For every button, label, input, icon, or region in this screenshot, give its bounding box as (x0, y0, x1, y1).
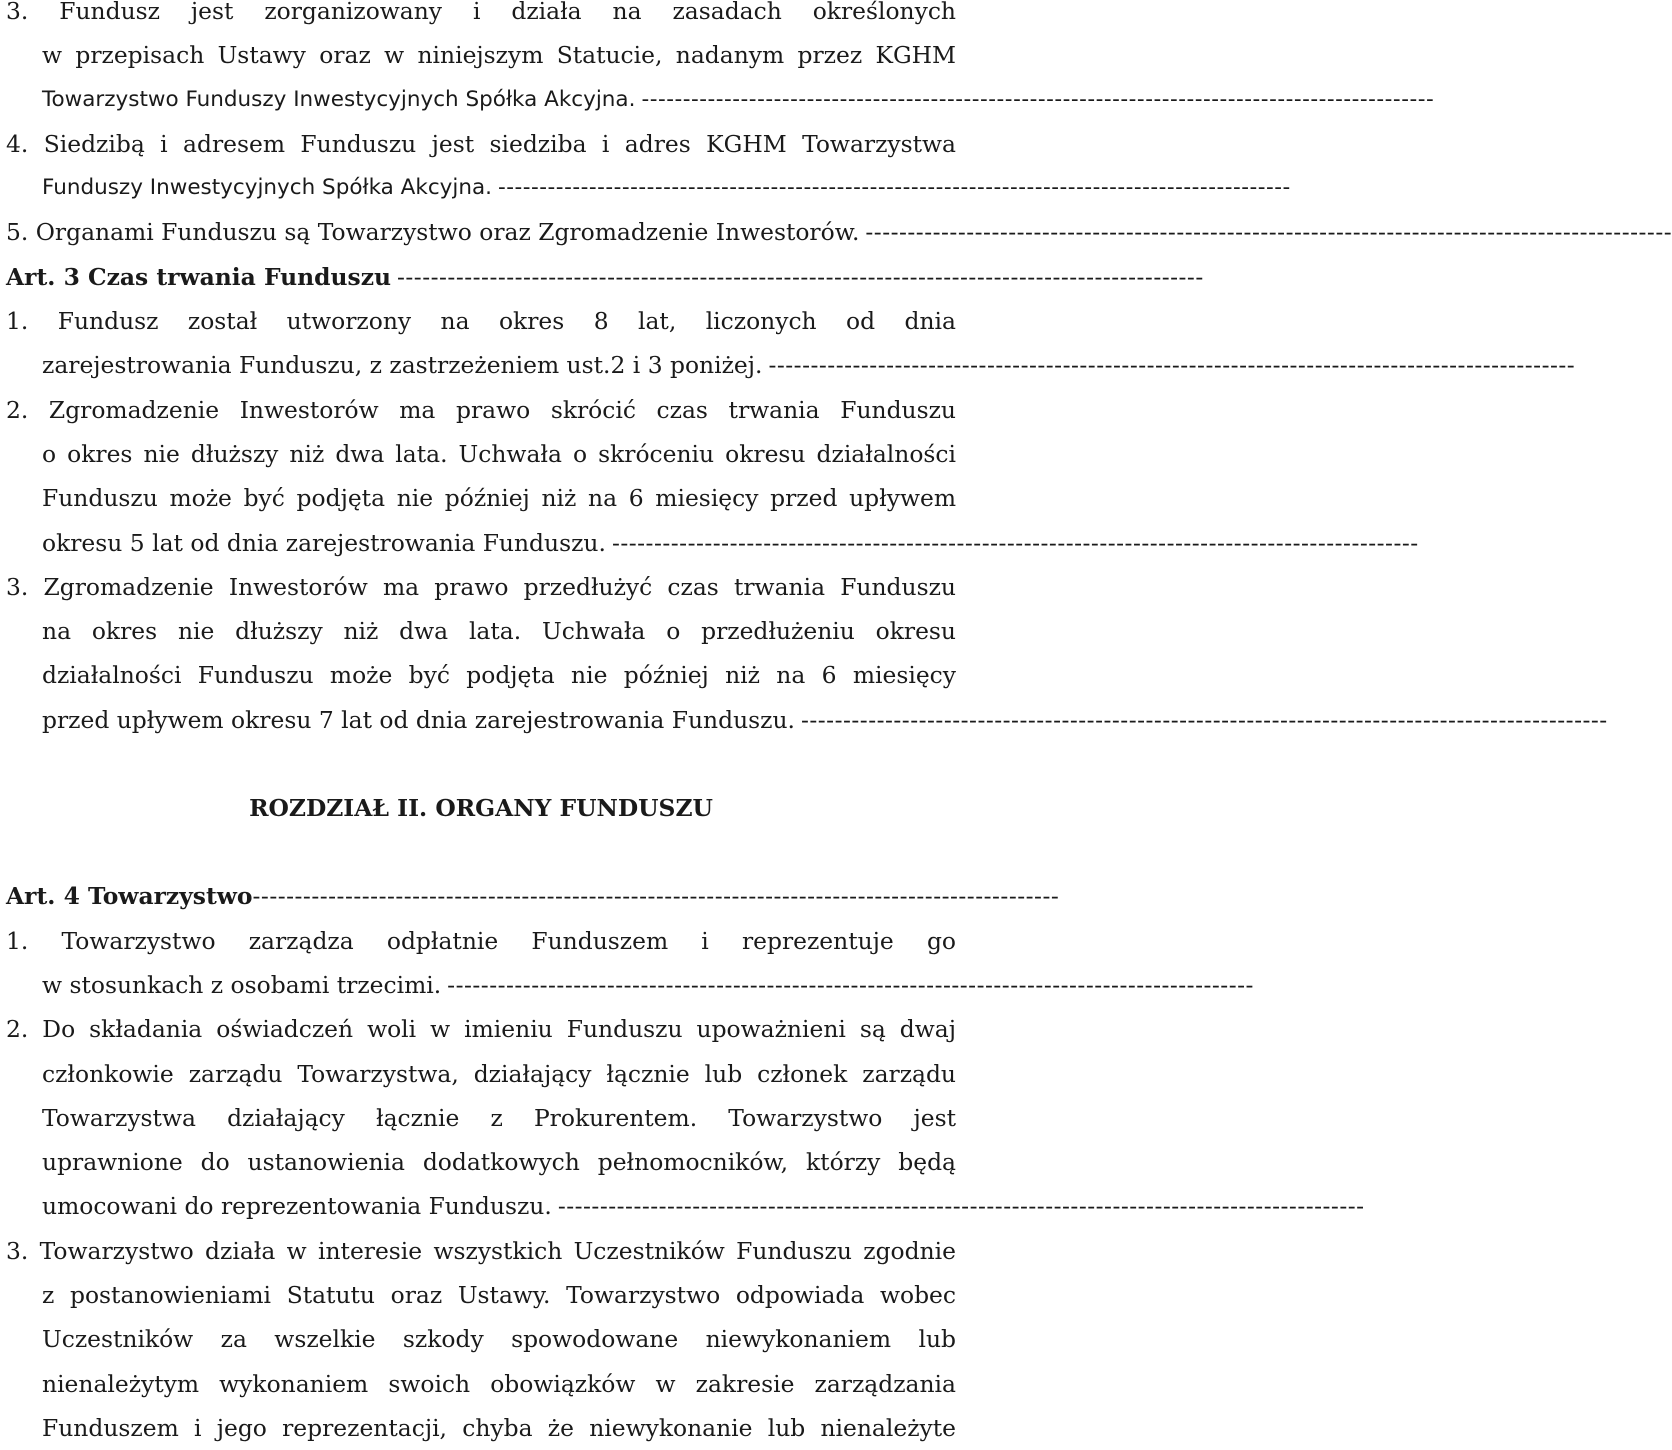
dash-filler: ------------------------------------------------------------------------------------------------ (865, 218, 1672, 247)
dash-filler: ------------------------------------------------------------------------------------------------ (768, 351, 1576, 380)
dash-filler: ------------------------------------------------------------------------------------------------ (641, 86, 1435, 112)
line-text: 5. Organami Funduszu są Towarzystwo oraz Zgromadzenie Inwestorów. (6, 218, 860, 247)
article-title: Art. 3 Czas trwania Funduszu (6, 262, 391, 291)
text-line (6, 166, 1291, 210)
text-line: w przepisach Ustawy oraz w niniejszym Statucie, nadanym przez KGHM (42, 41, 956, 70)
article-heading (6, 874, 1060, 918)
text-line: 2. Do składania oświadczeń woli w imieniu Funduszu upoważnieni są dwaj (6, 1015, 956, 1044)
dash-filler: ------------------------------------------------------------------------------------------------ (498, 175, 1291, 201)
text-line: 3. Zgromadzenie Inwestorów ma prawo przedłużyć czas trwania Funduszu (6, 572, 956, 601)
text-line: 3. Fundusz jest zorganizowany i działa na zasadach określonych (6, 0, 956, 25)
text-line (6, 521, 1419, 565)
text-line (6, 963, 1254, 1007)
line-text: umocowani do reprezentowania Funduszu. (42, 1192, 552, 1221)
document-page (6, 0, 1672, 1450)
text-line (6, 1184, 1365, 1228)
text-line: uprawnione do ustanowienia dodatkowych pełnomocników, którzy będą (42, 1148, 956, 1177)
dash-filler: ------------------------------------------------------------------------------------------------ (557, 1192, 1365, 1221)
text-line: 1. Towarzystwo zarządza odpłatnie Funduszem i reprezentuje go (6, 926, 956, 955)
text-line: 4. Siedzibą i adresem Funduszu jest siedziba i adres KGHM Towarzystwa (6, 129, 956, 158)
text-line: Towarzystwa działający łącznie z Prokurentem. Towarzystwo jest (42, 1103, 956, 1132)
text-line: z postanowieniami Statutu oraz Ustawy. Towarzystwo odpowiada wobec (42, 1281, 956, 1310)
dash-filler: ------------------------------------------------------------------------------------------------ (397, 262, 1204, 291)
text-line (6, 78, 1435, 122)
text-line (6, 210, 1672, 254)
article-heading (6, 255, 1204, 299)
dash-filler: ------------------------------------------------------------------------------------------------ (611, 528, 1419, 557)
text-line: Uczestników za wszelkie szkody spowodowane niewykonaniem lub (42, 1325, 956, 1354)
text-line: Funduszem i jego reprezentacji, chyba że niewykonanie lub nienależyte (42, 1413, 956, 1442)
article-title: Art. 4 Towarzystwo (6, 882, 253, 911)
spacer (6, 742, 956, 786)
text-line: 3. Towarzystwo działa w interesie wszystkich Uczestników Funduszu zgodnie (6, 1236, 956, 1265)
dash-filler: ------------------------------------------------------------------------------------------------ (800, 705, 1608, 734)
spacer (6, 830, 956, 874)
line-text: w stosunkach z osobami trzecimi. (42, 970, 442, 999)
text-line: 2. Zgromadzenie Inwestorów ma prawo skrócić czas trwania Funduszu (6, 395, 956, 424)
line-text: okresu 5 lat od dnia zarejestrowania Funduszu. (42, 528, 606, 557)
text-line: na okres nie dłuższy niż dwa lata. Uchwała o przedłużeniu okresu (42, 617, 956, 646)
chapter-heading: ROZDZIAŁ II. ORGANY FUNDUSZU (249, 794, 713, 823)
dash-filler: ------------------------------------------------------------------------------------------------ (447, 970, 1254, 999)
text-line: członkowie zarządu Towarzystwa, działający łącznie lub członek zarządu (42, 1059, 956, 1088)
text-line: 1. Fundusz został utworzony na okres 8 lat, liczonych od dnia (6, 307, 956, 336)
line-text: przed upływem okresu 7 lat od dnia zarejestrowania Funduszu. (42, 705, 795, 734)
text-line: działalności Funduszu może być podjęta nie później niż na 6 miesięcy (42, 661, 956, 690)
text-line (6, 698, 1608, 742)
text-line: o okres nie dłuższy niż dwa lata. Uchwała o skróceniu okresu działalności (42, 439, 956, 468)
line-text: zarejestrowania Funduszu, z zastrzeżeniem ust.2 i 3 poniżej. (42, 351, 763, 380)
text-line: nienależytym wykonaniem swoich obowiązków w zakresie zarządzania (42, 1369, 956, 1398)
text-line (6, 343, 1576, 387)
line-text: Funduszy Inwestycyjnych Spółka Akcyjna. (42, 175, 492, 201)
dash-filler: ------------------------------------------------------------------------------------------------ (252, 882, 1060, 911)
line-text: Towarzystwo Funduszy Inwestycyjnych Spółka Akcyjna. (42, 86, 636, 112)
text-line: Funduszu może być podjęta nie później niż na 6 miesięcy przed upływem (42, 484, 956, 513)
